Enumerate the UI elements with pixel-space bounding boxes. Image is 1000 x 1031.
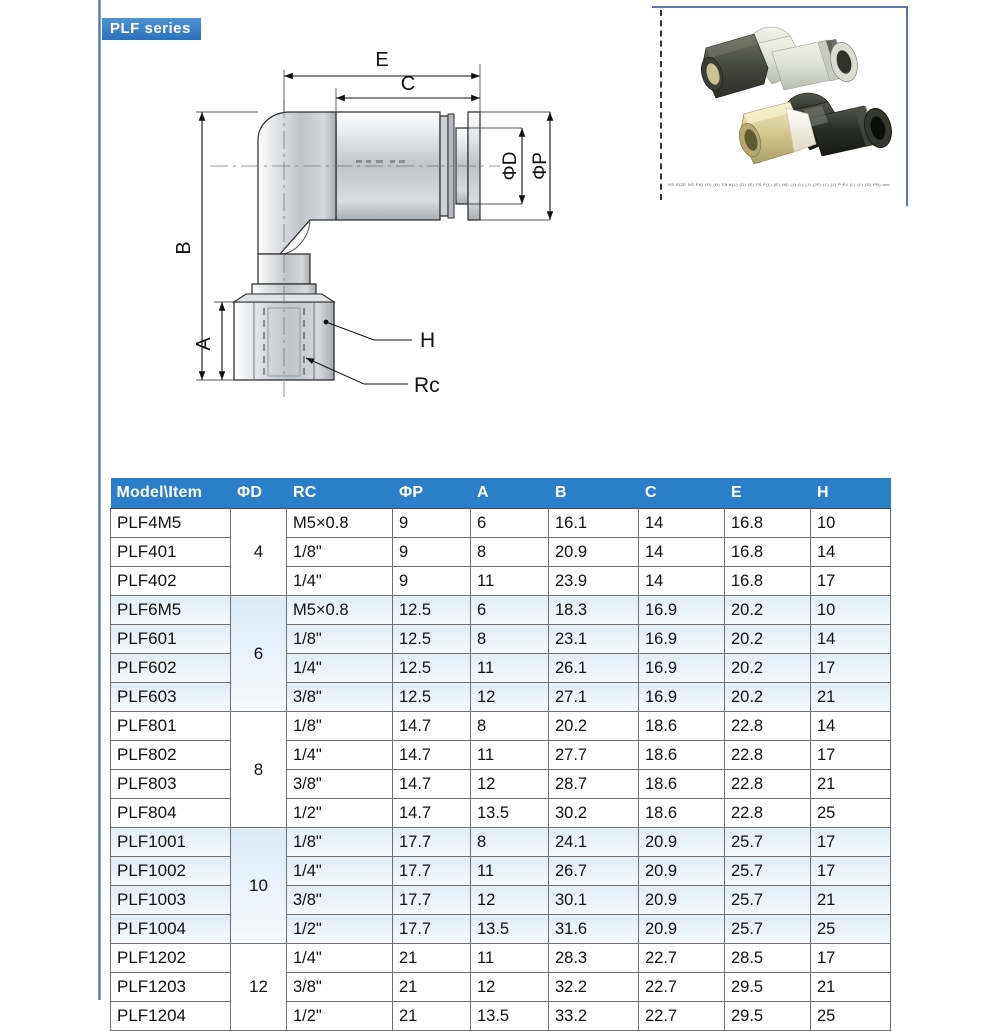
cell-e: 25.7 (725, 828, 811, 857)
cell-phi-p: 14.7 (393, 799, 471, 828)
cell-b: 33.2 (549, 1002, 639, 1031)
cell-rc: 1/2" (287, 799, 393, 828)
cell-h: 17 (811, 944, 891, 973)
specification-table (110, 478, 891, 1031)
table-row (111, 799, 891, 828)
cell-rc: M5×0.8 (287, 509, 393, 538)
cell-e: 16.8 (725, 567, 811, 596)
cell-rc: 1/4" (287, 567, 393, 596)
table-row (111, 886, 891, 915)
cell-a: 11 (471, 857, 549, 886)
cell-phi-p: 12.5 (393, 625, 471, 654)
cell-c: 18.6 (639, 741, 725, 770)
cell-a: 11 (471, 944, 549, 973)
cell-rc: 1/4" (287, 944, 393, 973)
cell-model: PLF601 (111, 625, 231, 654)
table-row (111, 828, 891, 857)
cell-b: 30.1 (549, 886, 639, 915)
cell-a: 11 (471, 741, 549, 770)
cell-e: 25.7 (725, 915, 811, 944)
cell-b: 16.1 (549, 509, 639, 538)
cell-rc: 3/8" (287, 770, 393, 799)
table-header-row (111, 478, 891, 509)
table-body (111, 509, 891, 1031)
col-header-h: H (811, 478, 891, 509)
dim-label-H: H (420, 329, 436, 352)
dim-label-B: B (173, 241, 195, 255)
cell-model: PLF602 (111, 654, 231, 683)
cell-rc: 1/4" (287, 741, 393, 770)
cell-rc: 1/8" (287, 712, 393, 741)
table-row (111, 915, 891, 944)
cell-c: 20.9 (639, 857, 725, 886)
cell-phi-p: 14.7 (393, 770, 471, 799)
cell-b: 26.1 (549, 654, 639, 683)
cell-e: 28.5 (725, 944, 811, 973)
cell-rc: 1/8" (287, 625, 393, 654)
cell-h: 21 (811, 973, 891, 1002)
cell-e: 22.8 (725, 741, 811, 770)
table-row (111, 538, 891, 567)
product-photo-illustration (668, 10, 900, 178)
cell-b: 30.2 (549, 799, 639, 828)
cell-h: 14 (811, 712, 891, 741)
dimension-drawing (150, 40, 620, 420)
cell-a: 13.5 (471, 799, 549, 828)
cell-model: PLF801 (111, 712, 231, 741)
cell-model: PLF1204 (111, 1002, 231, 1031)
cell-phi-p: 14.7 (393, 741, 471, 770)
cell-phi-p: 17.7 (393, 886, 471, 915)
cell-h: 10 (811, 509, 891, 538)
cell-b: 32.2 (549, 973, 639, 1002)
col-header-a: A (471, 478, 549, 509)
cell-h: 17 (811, 654, 891, 683)
cell-c: 14 (639, 509, 725, 538)
cell-rc: 3/8" (287, 683, 393, 712)
cell-a: 12 (471, 770, 549, 799)
col-header-c: C (639, 478, 725, 509)
cell-model: PLF402 (111, 567, 231, 596)
cell-e: 22.8 (725, 770, 811, 799)
cell-c: 18.6 (639, 770, 725, 799)
cell-b: 20.9 (549, 538, 639, 567)
cell-phi-p: 17.7 (393, 857, 471, 886)
cell-model: PLF802 (111, 741, 231, 770)
cell-a: 8 (471, 625, 549, 654)
cell-e: 29.5 (725, 973, 811, 1002)
cell-e: 22.8 (725, 799, 811, 828)
col-header-phi-d: ΦD (231, 478, 287, 509)
cell-b: 18.3 (549, 596, 639, 625)
cell-e: 16.8 (725, 509, 811, 538)
cell-a: 8 (471, 712, 549, 741)
cell-a: 13.5 (471, 1002, 549, 1031)
cell-c: 18.6 (639, 712, 725, 741)
cell-a: 11 (471, 654, 549, 683)
cell-phi-d: 8 (231, 712, 287, 828)
cell-e: 20.2 (725, 625, 811, 654)
cell-phi-p: 17.7 (393, 828, 471, 857)
cell-phi-p: 9 (393, 567, 471, 596)
cell-a: 12 (471, 683, 549, 712)
cell-model: PLF803 (111, 770, 231, 799)
cell-model: PLF603 (111, 683, 231, 712)
table-row (111, 683, 891, 712)
cell-h: 25 (811, 1002, 891, 1031)
table-row (111, 1002, 891, 1031)
cell-e: 20.2 (725, 596, 811, 625)
table-row (111, 741, 891, 770)
col-header-phi-p: ΦP (393, 478, 471, 509)
dim-label-phi-p: ΦP (530, 152, 551, 180)
cell-model: PLF804 (111, 799, 231, 828)
cell-model: PLF1203 (111, 973, 231, 1002)
cell-c: 22.7 (639, 944, 725, 973)
specification-table-wrapper (110, 478, 890, 1031)
cell-model: PLF1002 (111, 857, 231, 886)
cell-phi-p: 17.7 (393, 915, 471, 944)
cell-h: 14 (811, 538, 891, 567)
cell-e: 25.7 (725, 857, 811, 886)
col-header-b: B (549, 478, 639, 509)
cell-h: 14 (811, 625, 891, 654)
cell-e: 22.8 (725, 712, 811, 741)
cell-rc: M5×0.8 (287, 596, 393, 625)
dim-label-E: E (375, 49, 389, 71)
cell-c: 14 (639, 567, 725, 596)
cell-b: 26.7 (549, 857, 639, 886)
cell-c: 20.9 (639, 886, 725, 915)
photo-dashed-divider (660, 10, 662, 200)
table-row (111, 973, 891, 1002)
table-row (111, 857, 891, 886)
cell-a: 6 (471, 596, 549, 625)
cell-phi-p: 9 (393, 509, 471, 538)
cell-c: 22.7 (639, 1002, 725, 1031)
cell-b: 24.1 (549, 828, 639, 857)
cell-phi-d: 12 (231, 944, 287, 1031)
dim-label-phi-d: ΦD (500, 151, 521, 181)
cell-phi-p: 12.5 (393, 683, 471, 712)
cell-phi-p: 12.5 (393, 596, 471, 625)
cell-e: 29.5 (725, 1002, 811, 1031)
cell-phi-p: 21 (393, 1002, 471, 1031)
cell-phi-p: 12.5 (393, 654, 471, 683)
table-row (111, 567, 891, 596)
cell-a: 12 (471, 886, 549, 915)
cell-c: 18.6 (639, 799, 725, 828)
cell-b: 20.2 (549, 712, 639, 741)
cell-phi-p: 14.7 (393, 712, 471, 741)
table-row (111, 509, 891, 538)
cell-phi-p: 21 (393, 973, 471, 1002)
cell-e: 20.2 (725, 654, 811, 683)
cell-a: 8 (471, 538, 549, 567)
cell-h: 17 (811, 828, 891, 857)
cell-b: 28.7 (549, 770, 639, 799)
cell-a: 13.5 (471, 915, 549, 944)
product-photo-stage (668, 10, 900, 178)
table-row (111, 770, 891, 799)
cell-h: 17 (811, 741, 891, 770)
cell-model: PLF1001 (111, 828, 231, 857)
col-header-rc: RC (287, 478, 393, 509)
cell-model: PLF1202 (111, 944, 231, 973)
cell-model: PLF6M5 (111, 596, 231, 625)
cell-h: 25 (811, 915, 891, 944)
photo-caption: NS SIZE NS FIQ (D) (H) FB A(L) (D) (E) FS F(L) (E) (M) (J) (L) (J) (JF) (L) (J) P P4 (L) (L) (D) PB) mm (668, 182, 891, 187)
cell-phi-d: 10 (231, 828, 287, 944)
table-row (111, 596, 891, 625)
cell-rc: 3/8" (287, 886, 393, 915)
cell-model: PLF4M5 (111, 509, 231, 538)
cell-h: 25 (811, 799, 891, 828)
cell-phi-p: 9 (393, 538, 471, 567)
cell-phi-d: 6 (231, 596, 287, 712)
cell-h: 21 (811, 770, 891, 799)
cell-e: 16.8 (725, 538, 811, 567)
cell-rc: 1/4" (287, 857, 393, 886)
table-row (111, 944, 891, 973)
table-row (111, 625, 891, 654)
cell-rc: 3/8" (287, 973, 393, 1002)
cell-model: PLF1003 (111, 886, 231, 915)
cell-e: 20.2 (725, 683, 811, 712)
cell-rc: 1/8" (287, 538, 393, 567)
cell-c: 20.9 (639, 915, 725, 944)
dim-label-C: C (400, 73, 416, 95)
cell-a: 12 (471, 973, 549, 1002)
cell-a: 6 (471, 509, 549, 538)
cell-e: 25.7 (725, 886, 811, 915)
cell-c: 20.9 (639, 828, 725, 857)
cell-h: 17 (811, 857, 891, 886)
cell-h: 21 (811, 683, 891, 712)
cell-h: 21 (811, 886, 891, 915)
cell-h: 10 (811, 596, 891, 625)
cell-a: 8 (471, 828, 549, 857)
cell-model: PLF1004 (111, 915, 231, 944)
cell-c: 22.7 (639, 973, 725, 1002)
cell-rc: 1/8" (287, 828, 393, 857)
dim-label-Rc: Rc (414, 374, 440, 397)
table-row (111, 654, 891, 683)
cell-b: 31.6 (549, 915, 639, 944)
cell-phi-d: 4 (231, 509, 287, 596)
page-title: PLF series (102, 18, 201, 40)
cell-c: 16.9 (639, 654, 725, 683)
cell-c: 14 (639, 538, 725, 567)
cell-b: 27.7 (549, 741, 639, 770)
cell-b: 23.9 (549, 567, 639, 596)
cell-b: 23.1 (549, 625, 639, 654)
col-header-e: E (725, 478, 811, 509)
cell-rc: 1/4" (287, 654, 393, 683)
cell-phi-p: 21 (393, 944, 471, 973)
cell-c: 16.9 (639, 625, 725, 654)
col-header-model: Model\Item (111, 478, 231, 509)
cell-b: 28.3 (549, 944, 639, 973)
dim-label-A: A (193, 337, 215, 351)
cell-c: 16.9 (639, 683, 725, 712)
cell-rc: 1/2" (287, 915, 393, 944)
cell-a: 11 (471, 567, 549, 596)
cell-rc: 1/2" (287, 1002, 393, 1031)
cell-h: 17 (811, 567, 891, 596)
table-row (111, 712, 891, 741)
cell-c: 16.9 (639, 596, 725, 625)
cell-model: PLF401 (111, 538, 231, 567)
cell-b: 27.1 (549, 683, 639, 712)
left-margin-rule (98, 0, 101, 1000)
